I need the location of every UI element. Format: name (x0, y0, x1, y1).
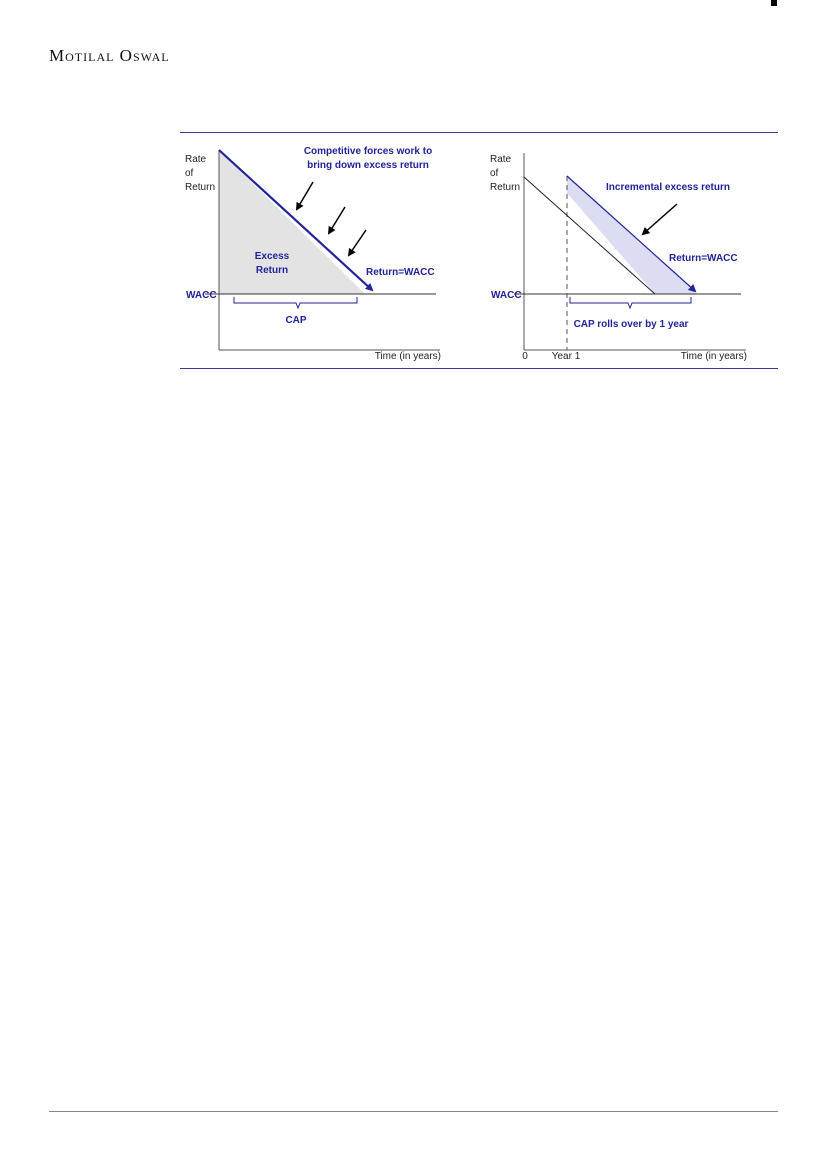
incremental-excess-label: Incremental excess return (606, 182, 730, 193)
force-arrow-3 (349, 230, 366, 255)
left-title-line-1: Competitive forces work to (303, 146, 433, 157)
left-x-label: Time (in years) (374, 351, 441, 362)
brand-logo: Motilal Oswal (49, 46, 170, 65)
right-chart (490, 153, 747, 362)
left-y-label-2: of (185, 168, 194, 179)
right-x-tick-year1: Year 1 (551, 351, 581, 362)
excess-return-label-1: Excess (254, 251, 290, 262)
left-chart (185, 146, 441, 362)
right-wacc-label: WACC (491, 290, 522, 301)
incremental-pointer-arrow (643, 204, 677, 234)
left-cap-brace (234, 297, 357, 308)
right-x-tick-zero: 0 (522, 351, 528, 362)
left-y-label-1: Rate (185, 154, 207, 165)
right-y-label-1: Rate (490, 154, 512, 165)
force-arrow-2 (329, 207, 345, 233)
left-cap-label: CAP (285, 315, 307, 326)
right-return-wacc-label: Return=WACC (669, 253, 738, 264)
left-return-wacc-label: Return=WACC (366, 267, 435, 278)
left-wacc-label: WACC (186, 290, 217, 301)
left-y-label-3: Return (185, 182, 216, 193)
right-cap-brace (570, 297, 691, 308)
original-return-line (524, 177, 655, 294)
left-title-line-2: bring down excess return (307, 160, 429, 171)
right-cap-label: CAP rolls over by 1 year (573, 319, 689, 330)
excess-return-label-2: Return (255, 265, 289, 276)
right-y-label-2: of (490, 168, 499, 179)
right-y-label-3: Return (490, 182, 521, 193)
force-arrow-1 (297, 182, 313, 209)
right-x-label: Time (in years) (680, 351, 747, 362)
rolled-return-line (567, 176, 695, 291)
excess-return-area (219, 150, 365, 294)
